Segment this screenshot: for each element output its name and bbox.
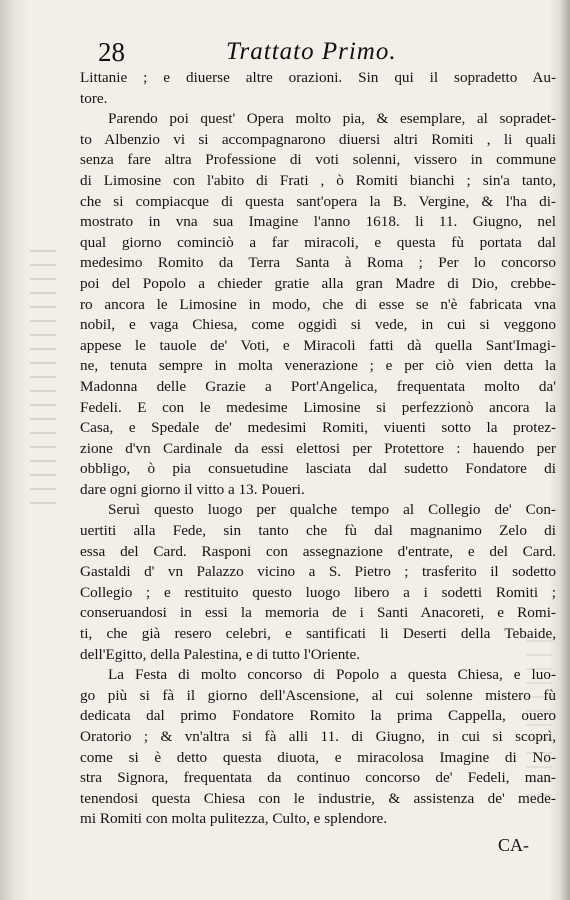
- text-line: ti, che già resero celebri, e santificati li Deserti della Tebaide,: [80, 625, 556, 643]
- text-line: essa del Card. Rasponi con assegnazione d'entrate, e del Card.: [80, 542, 556, 560]
- text-line: to Albenzio vi si accompagnarono diuersi altri Romiti , li quali: [80, 130, 556, 148]
- text-line: dedicata dal primo Fondatore Romito la prima Cappella, ouero: [80, 707, 556, 725]
- text-line: tore.: [80, 89, 108, 107]
- text-line: come si è detto questa diuota, e miracolosa Imagine di No-: [80, 748, 556, 766]
- page-header: [98, 34, 508, 70]
- text-line: medesimo Romito da Terra Santa à Roma ; Per lo concorso: [80, 254, 556, 272]
- text-line: senza fare altra Professione di voti solenni, vissero in commune: [80, 151, 556, 169]
- text-line: stra Signora, frequentata da continuo concorso de' Fedeli, man-: [80, 769, 556, 787]
- text-line: Oratorio ; & vn'altra si fà alli 11. di Giugno, in cui si scoprì,: [80, 728, 556, 745]
- text-line: mostrato in vna sua Imagine l'anno 1618. li 11. Giugno, nel: [80, 213, 556, 231]
- text-line: Parendo poi quest' Opera molto pia, & esemplare, al sopradet-: [108, 110, 556, 128]
- text-line: Casa, e Spedale de' medesimi Romiti, viuenti sotto la protez-: [80, 419, 556, 437]
- text-line: conseruandosi in essi la memoria de i Santi Anacoreti, e Romi-: [80, 604, 556, 622]
- text-line: obbligo, ò pia consuetudine lasciata dal sudetto Fondatore di: [80, 460, 556, 478]
- text-line: Fedeli. E con le medesime Limosine si perfezzionò ancora la: [80, 398, 556, 416]
- text-line: nobil, e vaga Chiesa, come oggidì si vede, in cui si veggono: [80, 316, 556, 334]
- text-line: Madonna delle Grazie a Port'Angelica, frequentata molto da': [80, 377, 556, 395]
- text-line: La Festa di molto concorso di Popolo a questa Chiesa, e luo-: [108, 666, 556, 684]
- text-line: tenendosi questa Chiesa con le industrie, & assistenza de' mede-: [80, 789, 556, 807]
- text-line: mi Romiti con molta pulitezza, Culto, e splendore.: [80, 810, 388, 828]
- text-line: qual giorno cominciò a far miracoli, e questa fù portata dal: [80, 233, 556, 251]
- text-line: dell'Egitto, della Palestina, e di tutto l'Oriente.: [80, 645, 361, 663]
- text-line: che si compiacque di questa sant'opera la B. Vergine, & l'ha di-: [80, 192, 556, 210]
- text-line: Seruì questo luogo per qualche tempo al Collegio de' Con-: [108, 501, 556, 519]
- text-line: ne, tenuta sempre in molta venerazione ; e per ciò vien detta la: [80, 357, 556, 375]
- body-text: [80, 68, 556, 830]
- text-line: appese le tauole de' Voti, e Miracoli fatti dà quella Sant'Imagi-: [80, 336, 556, 354]
- text-line: poi del Popolo a chieder gratie alla gran Madre di Dio, crebbe-: [80, 274, 556, 292]
- text-line: Littanie ; e diuerse altre orazioni. Sin qui il sopradetto Au-: [80, 69, 556, 86]
- running-title: Trattato Primo.: [226, 38, 397, 65]
- text-line: dare ogni giorno il vitto a 13. Poueri.: [80, 480, 305, 498]
- text-line: Gastaldi d' vn Palazzo vicino a S. Pietro ; trasferito il sodetto: [80, 563, 556, 581]
- text-line: go più si fà il giorno dell'Ascensione, al cui solenne mistero fù: [80, 686, 556, 704]
- text-line: ro ancora le Limosine in modo, che di esse se n'è fabricata vna: [80, 295, 556, 313]
- text-line: di Limosine con l'abito di Frati , ò Romiti bianchi ; sin'a tanto,: [80, 171, 556, 189]
- page-number: 28: [98, 37, 125, 67]
- catchword: CA-: [498, 835, 529, 855]
- text-line: Collegio ; e restituito questo luogo libero a i sodetti Romiti ;: [80, 583, 556, 601]
- text-line: zione d'vn Cardinale da essi elettosi per Protettore : hauendo per: [80, 439, 556, 457]
- text-line: uertiti alla Fede, sin tanto che fù dal magnanimo Zelo di: [80, 522, 556, 540]
- show-through-left: [30, 250, 56, 510]
